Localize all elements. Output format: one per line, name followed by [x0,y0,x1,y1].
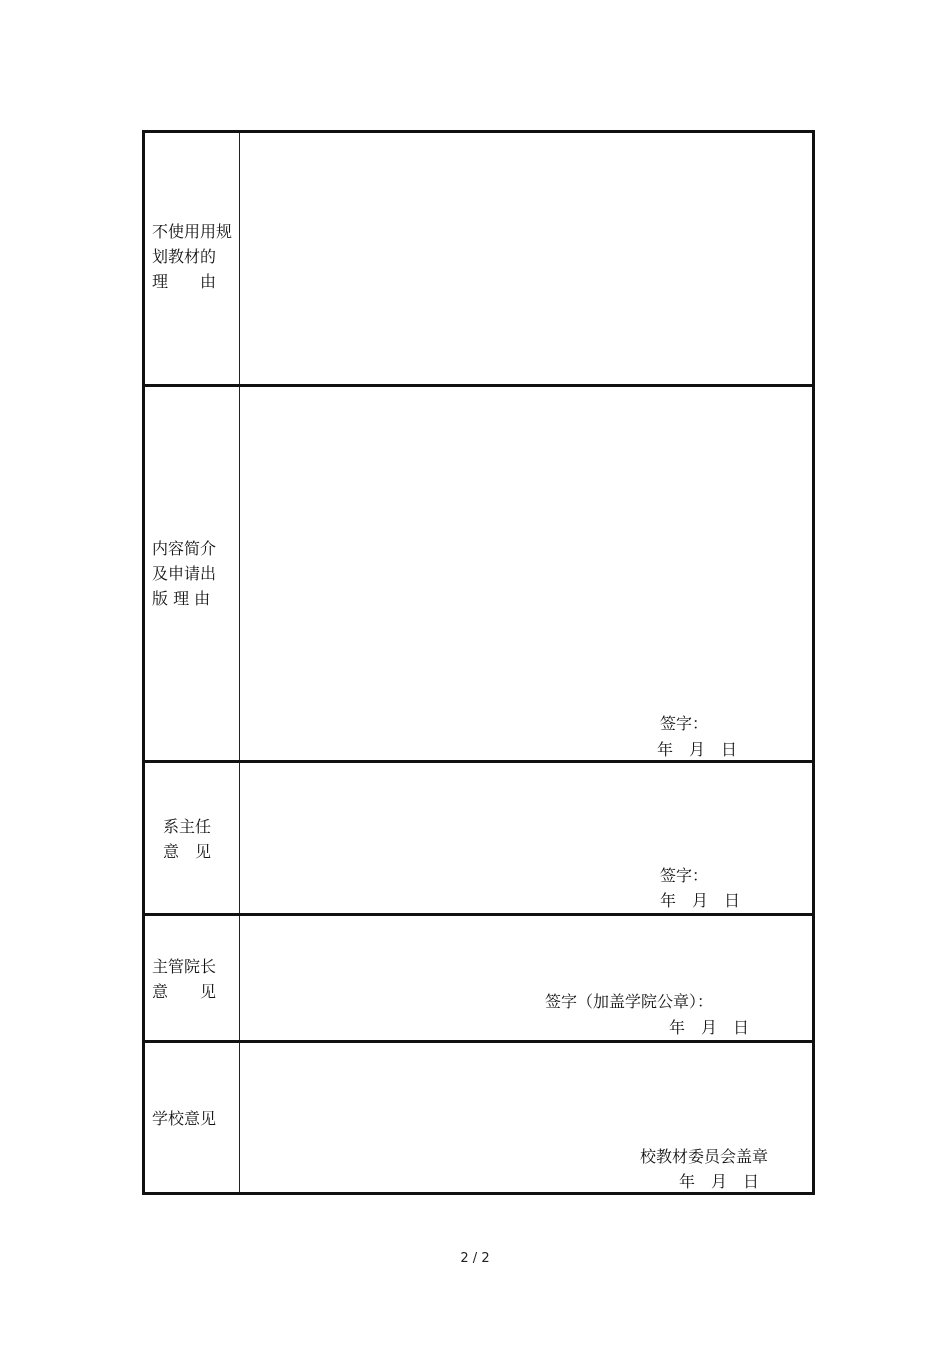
date-label: 年 月 日 [679,1172,760,1191]
row-label-line: 划教材的 [152,247,217,266]
content-cell[interactable] [240,387,812,760]
row-reason-not-planned-textbook [145,133,812,387]
row-label-line: 理 由 [152,272,217,291]
signature-label: 签字（加盖学院公章）： [545,992,714,1011]
row-label-line: 意 见 [163,842,212,861]
seal-label: 校教材委员会盖章 [640,1147,769,1166]
row-school-opinion [145,1043,812,1192]
row-label-line: 系主任 [163,817,212,836]
label-cell [145,763,240,913]
row-label-line: 内容简介 [152,539,217,558]
row-label-line: 及申请出 [152,564,217,583]
row-label-line: 意 见 [152,982,217,1001]
label-cell [145,1043,240,1192]
row-dean-opinion [145,916,812,1043]
row-content-summary [145,387,812,763]
row-label-line: 不使用用规 [152,222,233,241]
label-cell [145,387,240,760]
row-department-head-opinion [145,763,812,916]
page-number: 2 / 2 [460,1251,490,1266]
row-label-line: 版 理 由 [152,589,211,608]
date-label: 年 月 日 [660,891,741,910]
row-label-line: 主管院长 [152,957,217,976]
date-label: 年 月 日 [657,740,738,759]
signature-label: 签字： [660,866,709,885]
row-label-line: 学校意见 [152,1109,217,1128]
date-label: 年 月 日 [669,1018,750,1037]
content-cell[interactable] [240,133,812,384]
signature-label: 签字： [660,714,709,733]
label-cell [145,916,240,1040]
content-cell[interactable] [240,1043,812,1192]
approval-form-table [142,130,815,1195]
label-cell [145,133,240,384]
